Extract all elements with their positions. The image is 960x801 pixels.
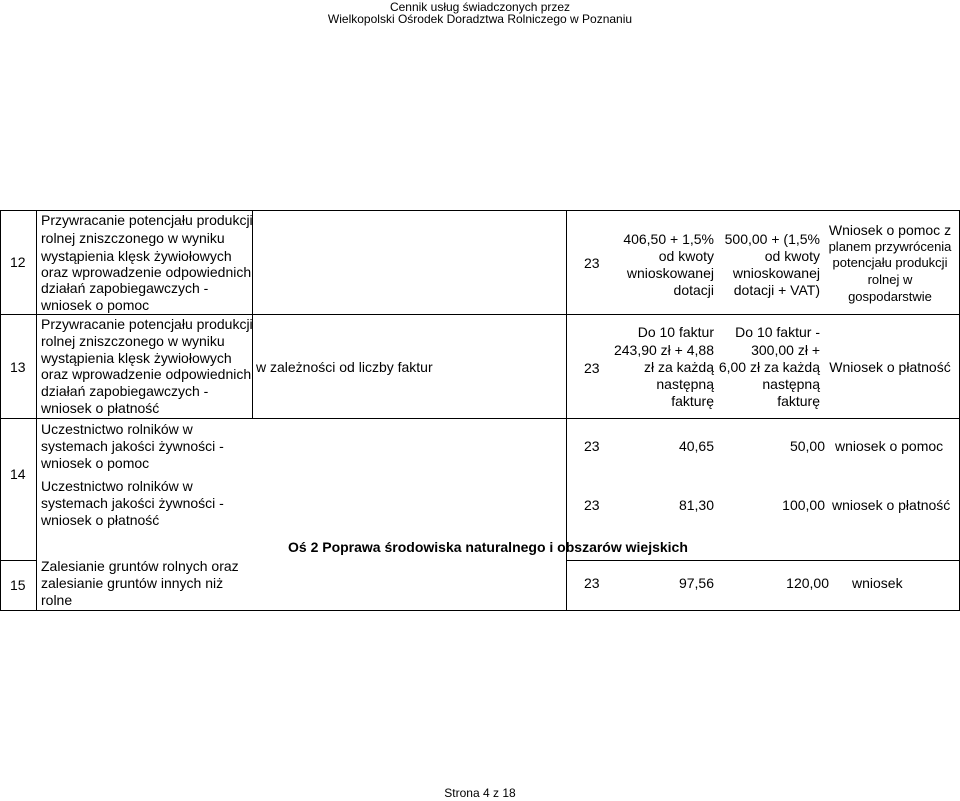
header-line-1: Cennik usług świadczonych przez [389, 0, 571, 14]
row-15-net-price: 97,56 [678, 575, 714, 591]
row-14b-net-price: 81,30 [678, 497, 714, 513]
row-15-gross-price: 120,00 [786, 575, 829, 591]
row-15-note: wniosek [852, 575, 903, 591]
row-12-vat: 23 [584, 255, 600, 271]
row-13-number: 13 [10, 359, 26, 375]
row-14a-gross-price: 50,00 [789, 438, 825, 454]
row-13-vat: 23 [584, 360, 600, 376]
row-14b-note: wniosek o płatność [832, 497, 951, 513]
header-line-2: Wielkopolski Ośrodek Doradztwa Rolniczego w Poznaniu [327, 12, 633, 26]
row-14-number: 14 [10, 466, 26, 482]
row-12-number: 12 [10, 254, 26, 270]
row-15-number: 15 [10, 577, 26, 593]
row-14a-vat: 23 [584, 438, 600, 454]
row-14b-vat: 23 [584, 497, 600, 513]
row-13-note: Wniosek o płatność [829, 359, 951, 375]
row-13-unit: w zależności od liczby faktur [256, 359, 433, 375]
row-14a-net-price: 40,65 [678, 438, 714, 454]
page-number: Strona 4 z 18 [444, 786, 516, 800]
row-15-vat: 23 [584, 575, 600, 591]
section-heading: Oś 2 Poprawa środowiska naturalnego i obszarów wiejskich [288, 539, 688, 555]
row-14b-gross-price: 100,00 [782, 497, 825, 513]
row-14a-note: wniosek o pomoc [835, 438, 944, 454]
